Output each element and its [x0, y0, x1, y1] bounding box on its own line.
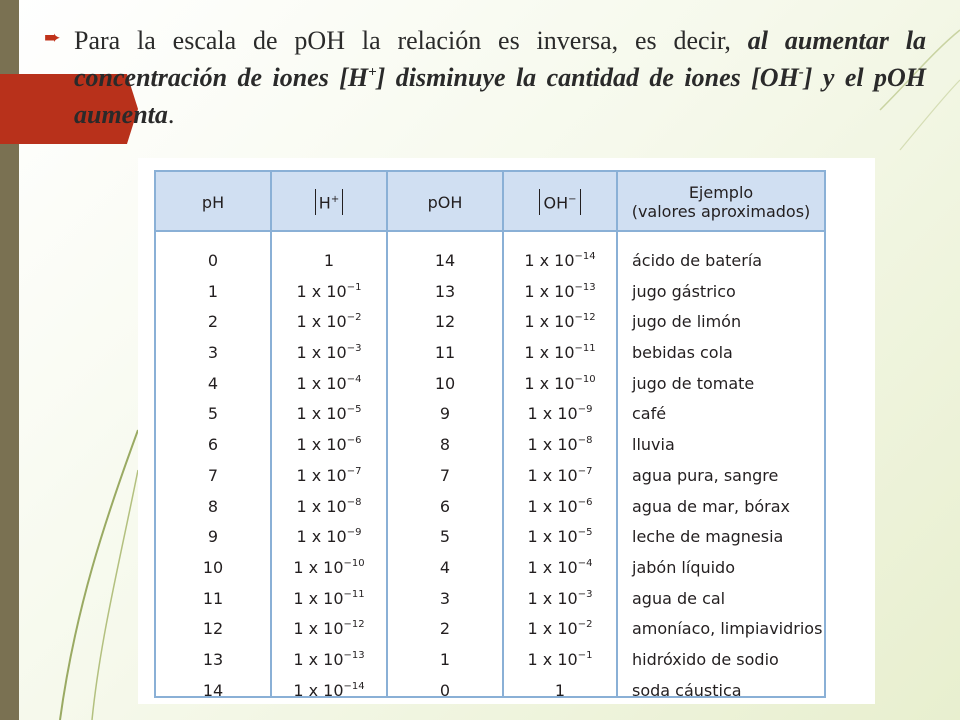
- cell-h-concentration: [272, 461, 386, 492]
- ph-table-panel: [138, 158, 875, 704]
- cell-oh-concentration: [504, 338, 616, 369]
- cell-ph: 10: [202, 557, 224, 577]
- cell-oh-concentration: [504, 430, 616, 461]
- cell-h-base: 1 x 10: [293, 619, 344, 639]
- cell-h-concentration: [272, 676, 386, 707]
- cell-h-base: 1 x 10: [296, 527, 347, 547]
- cell-ph: 11: [202, 588, 224, 608]
- cell-oh-base: 1 x 10: [524, 281, 575, 301]
- cell-h-exponent: −12: [343, 619, 365, 631]
- cell-poh: 8: [439, 435, 451, 455]
- cell-example: hidróxido de sodio: [632, 649, 779, 669]
- bullet-emphasis-1: al aumentar la concentración de iones [H: [74, 26, 926, 92]
- bullet-paragraph: [74, 22, 926, 133]
- cell-h-concentration: [272, 553, 386, 584]
- cell-oh-exponent: −5: [577, 527, 593, 539]
- header-example-line2: (valores aproximados): [631, 202, 811, 221]
- cell-poh: 9: [439, 404, 451, 424]
- cell-example: jugo gástrico: [632, 281, 736, 301]
- cell-ph: 8: [207, 496, 219, 516]
- cell-ph: 3: [207, 343, 219, 363]
- cell-example: amoníaco, limpiavidrios: [632, 619, 823, 639]
- cell-ph: 12: [202, 619, 224, 639]
- cell-oh-base: 1 x 10: [527, 496, 578, 516]
- cell-h-concentration: [272, 369, 386, 400]
- header-oh-sup: −: [568, 194, 577, 206]
- cell-ph: 7: [207, 465, 219, 485]
- cell-oh-exponent: −9: [577, 404, 593, 416]
- cell-poh: 11: [434, 343, 456, 363]
- cell-oh-exponent: −12: [574, 312, 596, 324]
- bullet-emphasis-2: ] disminuye la cantidad de iones [OH: [376, 63, 799, 92]
- header-oh-bracket: [539, 189, 580, 214]
- cell-example: leche de magnesia: [632, 527, 784, 547]
- header-h-sup: +: [330, 194, 340, 206]
- cell-poh: 3: [439, 588, 451, 608]
- cell-h-base: 1 x 10: [293, 588, 344, 608]
- cell-h-base: 1 x 10: [293, 680, 344, 700]
- cell-oh-exponent: −1: [577, 649, 593, 661]
- cell-h-base: 1 x 10: [296, 312, 347, 332]
- cell-h-base: 1 x 10: [293, 649, 344, 669]
- cell-example: agua de cal: [632, 588, 726, 608]
- cell-oh-concentration: [504, 676, 616, 707]
- cell-example: ácido de batería: [632, 251, 763, 270]
- table-row: [156, 369, 824, 400]
- cell-oh-concentration: [504, 461, 616, 492]
- table-row: [156, 246, 824, 277]
- cell-h-exponent: −6: [346, 435, 362, 447]
- cell-ph: 2: [207, 312, 219, 332]
- cell-oh-base: 1: [554, 680, 566, 700]
- cell-poh: 14: [434, 251, 456, 270]
- header-ph: pH: [201, 192, 225, 212]
- cell-example: bebidas cola: [632, 343, 733, 363]
- cell-oh-concentration: [504, 246, 616, 277]
- cell-example: jugo de tomate: [632, 373, 755, 393]
- table-header: [156, 172, 824, 232]
- cell-h-exponent: −11: [343, 588, 365, 600]
- cell-oh-concentration: [504, 399, 616, 430]
- cell-poh: 4: [439, 557, 451, 577]
- cell-poh: 12: [434, 312, 456, 332]
- cell-oh-concentration: [504, 553, 616, 584]
- table-row: [156, 645, 824, 676]
- table-row: [156, 277, 824, 308]
- cell-oh-concentration: [504, 645, 616, 676]
- cell-h-exponent: −14: [343, 680, 365, 692]
- cell-poh: 7: [439, 465, 451, 485]
- cell-oh-base: 1 x 10: [527, 404, 578, 424]
- cell-ph: 5: [207, 404, 219, 424]
- cell-h-exponent: −9: [346, 527, 362, 539]
- cell-h-concentration: [272, 492, 386, 523]
- cell-ph: 6: [207, 435, 219, 455]
- cell-h-concentration: [272, 399, 386, 430]
- cell-example: agua pura, sangre: [632, 465, 779, 485]
- table-row: [156, 522, 824, 553]
- cell-example: café: [632, 404, 667, 424]
- bullet-lead-text: Para la escala de pOH la relación es inversa, es decir,: [74, 26, 748, 55]
- header-oh-ion: [504, 172, 616, 232]
- table-row: [156, 338, 824, 369]
- cell-h-base: 1 x 10: [296, 404, 347, 424]
- cell-poh: 5: [439, 527, 451, 547]
- cell-ph: 14: [202, 680, 224, 700]
- cell-example: soda cáustica: [632, 680, 742, 700]
- cell-h-base: 1: [323, 251, 335, 270]
- header-oh-label: OH: [543, 193, 569, 213]
- cell-ph: 9: [207, 527, 219, 547]
- cell-h-base: 1 x 10: [296, 281, 347, 301]
- cell-oh-base: 1 x 10: [524, 251, 575, 270]
- cell-oh-base: 1 x 10: [527, 465, 578, 485]
- bullet-emphasis-3: ] y el pOH aumenta: [74, 63, 926, 129]
- cell-h-exponent: −4: [346, 373, 362, 385]
- cell-h-concentration: [272, 584, 386, 615]
- table-row: [156, 430, 824, 461]
- cell-h-concentration: [272, 614, 386, 645]
- cell-oh-base: 1 x 10: [527, 619, 578, 639]
- cell-oh-concentration: [504, 277, 616, 308]
- cell-h-base: 1 x 10: [293, 557, 344, 577]
- cell-example: jugo de limón: [632, 312, 742, 332]
- cell-ph: 4: [207, 373, 219, 393]
- cell-oh-exponent: −14: [574, 251, 596, 262]
- cell-oh-exponent: −7: [577, 465, 593, 477]
- cell-h-exponent: −3: [346, 343, 362, 355]
- cell-oh-base: 1 x 10: [527, 435, 578, 455]
- cell-h-concentration: [272, 307, 386, 338]
- cell-poh: 13: [434, 281, 456, 301]
- cell-h-base: 1 x 10: [296, 435, 347, 455]
- cell-oh-base: 1 x 10: [527, 557, 578, 577]
- arrow-bullet-icon: ➨: [44, 25, 61, 49]
- bullet-sup-plus: +: [368, 64, 377, 81]
- cell-oh-concentration: [504, 584, 616, 615]
- cell-oh-base: 1 x 10: [527, 588, 578, 608]
- ph-poh-table: [154, 170, 826, 698]
- cell-ph: 13: [202, 649, 224, 669]
- cell-poh: 2: [439, 619, 451, 639]
- table-row: [156, 614, 824, 645]
- cell-oh-exponent: −3: [577, 588, 593, 600]
- table-row: [156, 307, 824, 338]
- header-example: [618, 172, 824, 232]
- cell-oh-base: 1 x 10: [524, 373, 575, 393]
- bullet-sup-minus: -: [798, 64, 804, 81]
- cell-oh-concentration: [504, 492, 616, 523]
- cell-h-base: 1 x 10: [296, 343, 347, 363]
- cell-h-concentration: [272, 246, 386, 277]
- bullet-end-text: .: [167, 100, 175, 129]
- cell-oh-base: 1 x 10: [527, 527, 578, 547]
- header-example-line1: Ejemplo: [688, 183, 754, 202]
- cell-oh-concentration: [504, 369, 616, 400]
- table-row: [156, 676, 824, 707]
- cell-oh-concentration: [504, 307, 616, 338]
- header-h-bracket: [315, 189, 343, 214]
- cell-h-exponent: −8: [346, 496, 362, 508]
- table-row: [156, 553, 824, 584]
- cell-h-base: 1 x 10: [296, 496, 347, 516]
- table-row: [156, 399, 824, 430]
- cell-h-exponent: −13: [343, 649, 365, 661]
- cell-oh-concentration: [504, 614, 616, 645]
- cell-example: agua de mar, bórax: [632, 496, 791, 516]
- cell-oh-exponent: −10: [574, 373, 596, 385]
- table-row: [156, 584, 824, 615]
- header-poh: pOH: [427, 192, 463, 212]
- cell-oh-base: 1 x 10: [524, 343, 575, 363]
- cell-oh-exponent: −4: [577, 557, 593, 569]
- cell-h-base: 1 x 10: [296, 373, 347, 393]
- cell-h-exponent: −2: [346, 312, 362, 324]
- table-row: [156, 492, 824, 523]
- cell-h-concentration: [272, 645, 386, 676]
- cell-oh-concentration: [504, 522, 616, 553]
- cell-example: jabón líquido: [632, 557, 735, 577]
- cell-oh-base: 1 x 10: [524, 312, 575, 332]
- header-h-ion: [272, 172, 386, 232]
- cell-ph: 0: [207, 251, 219, 270]
- cell-poh: 10: [434, 373, 456, 393]
- cell-h-exponent: −7: [346, 465, 362, 477]
- table-row: [156, 461, 824, 492]
- cell-example: lluvia: [632, 435, 675, 455]
- cell-oh-exponent: −2: [577, 619, 593, 631]
- cell-ph: 1: [207, 281, 219, 301]
- cell-poh: 6: [439, 496, 451, 516]
- cell-h-concentration: [272, 277, 386, 308]
- table-body: [156, 246, 824, 706]
- header-h-label: H: [318, 193, 331, 213]
- cell-h-concentration: [272, 430, 386, 461]
- cell-h-exponent: −5: [346, 404, 362, 416]
- cell-oh-base: 1 x 10: [527, 649, 578, 669]
- cell-h-concentration: [272, 338, 386, 369]
- cell-oh-exponent: −11: [574, 343, 596, 355]
- cell-poh: 0: [439, 680, 451, 700]
- cell-oh-exponent: −6: [577, 496, 593, 508]
- cell-h-exponent: −10: [343, 557, 365, 569]
- cell-h-base: 1 x 10: [296, 465, 347, 485]
- cell-h-exponent: −1: [346, 281, 362, 293]
- cell-oh-exponent: −8: [577, 435, 593, 447]
- cell-poh: 1: [439, 649, 451, 669]
- cell-h-concentration: [272, 522, 386, 553]
- cell-oh-exponent: −13: [574, 281, 596, 293]
